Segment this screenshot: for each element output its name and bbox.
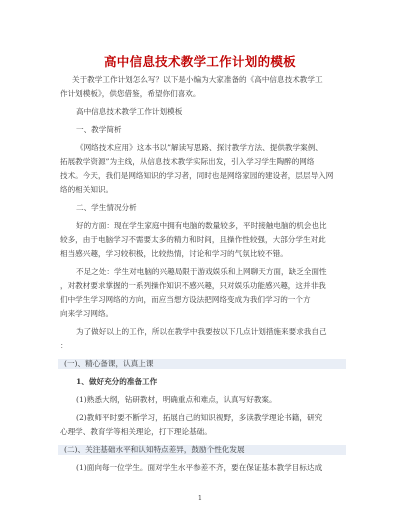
paragraph-line: 向来学习网络。 [60, 309, 114, 318]
section-heading: (一)、精心备课，认真上课 [58, 359, 346, 369]
paragraph-line: 技术。今天，我们是网络知识的学习者，同时也是网络家园的建设者，层层导入网 [60, 171, 334, 180]
paragraph-line: ，对教材要求掌握的一系列操作知识不感兴趣，只对娱乐功能感兴趣，这并非我 [60, 281, 326, 290]
page-number: 1 [197, 494, 203, 502]
paragraph-line: ： [60, 341, 68, 350]
document-title: 高中信息技术教学工作计划的模板 [103, 54, 296, 69]
paragraph-line: 作计划模板》，供您借鉴，希望你们喜欢。 [60, 89, 201, 98]
paragraph-line: 关于教学工作计划怎么写？以下是小编为大家准备的《高中信息技术教学工 [72, 75, 323, 84]
list-item: (2)教师平时要不断学习，拓展自己的知识视野，多读教学理论书籍，研究 [76, 413, 323, 422]
list-item-continued: 心理学、教育学等相关理论，打下理论基础。 [60, 427, 212, 436]
paragraph-line: 络的相关知识。 [60, 185, 114, 194]
paragraph-line: 不足之处：学生对电脑的兴趣局限于游戏娱乐和上网聊天方面，缺乏全面性 [76, 267, 327, 276]
paragraph-line: 较多，由于电脑学习不需要太多的精力和时间，且操作性较强，大部分学生对此 [60, 235, 326, 244]
paragraph-line: 为了做好以上的工作，所以在教学中我要按以下几点计划措施来要求我自己 [76, 327, 327, 336]
section-heading: 二、学生情况分析 [76, 203, 137, 212]
list-item: (1)面向每一位学生。面对学生水平参差不齐，要在保证基本教学目标达成 [76, 463, 323, 472]
paragraph-line: 们中学生学习网络的方向，而应当想方设法把网络变成为我们学习的一个方 [60, 295, 311, 304]
paragraph-line: 相当感兴趣，学习较积极，比较热情，讨论和学习的气氛比较不错。 [60, 249, 288, 258]
subsection-heading: 1、做好充分的准备工作 [76, 377, 158, 386]
section-heading: (二)、关注基础水平和认知特点差异，鼓励个性化发展 [58, 445, 346, 455]
list-item: (1)熟悉大纲，钻研教材，明确重点和难点，认真写好教案。 [76, 395, 277, 404]
section-heading: 一、教学简析 [76, 125, 122, 134]
paragraph-line: 拓展教学资源”为主线，从信息技术教学实际出发，引入学习学生陶醉的网络 [60, 157, 315, 166]
paragraph-line: 《网络技术应用》这本书以”解读写思路、探讨教学方法、提供教学案例、 [76, 143, 323, 152]
paragraph-line: 好的方面：现在学生家庭中拥有电脑的数量较多，平时接触电脑的机会也比 [76, 221, 327, 230]
subtitle-line: 高中信息技术教学工作计划模板 [76, 107, 183, 116]
